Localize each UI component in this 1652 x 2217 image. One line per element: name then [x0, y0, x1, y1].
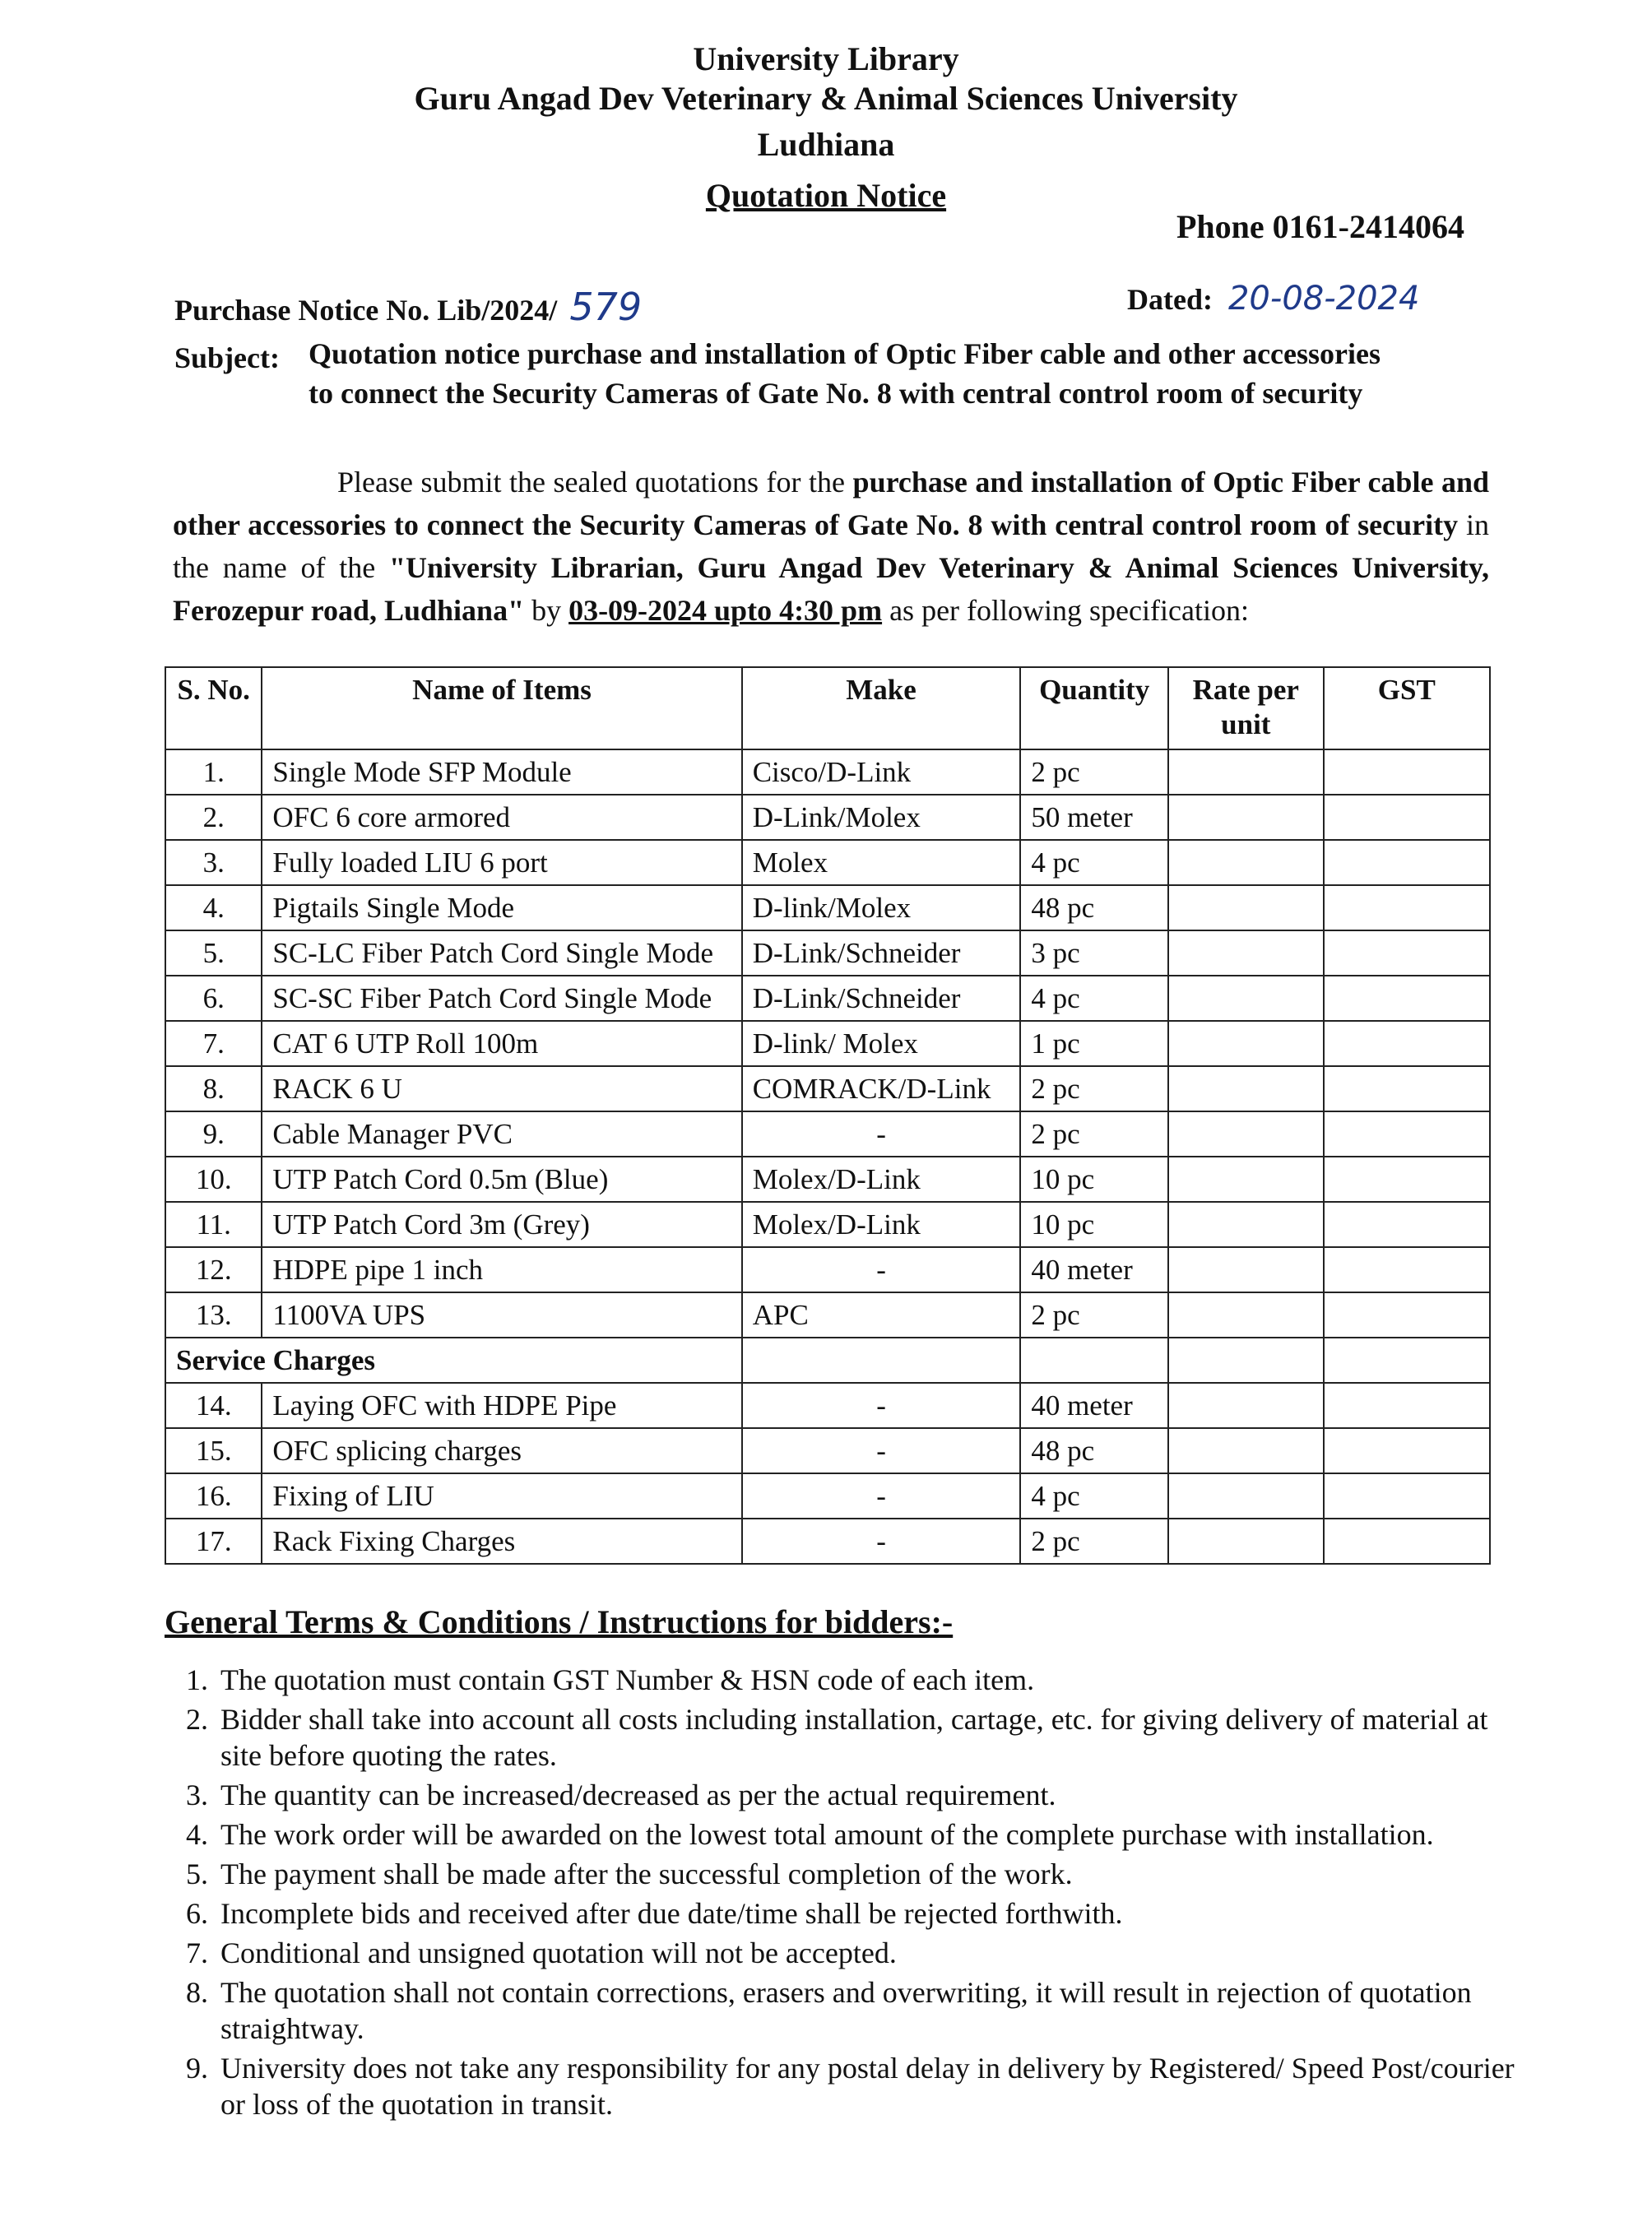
cell-rate: [1168, 795, 1324, 840]
cell-make: Molex/D-Link: [742, 1157, 1021, 1202]
phone-number: Phone 0161-2414064: [1176, 208, 1464, 245]
table-row: [165, 749, 1490, 795]
terms-item: 8. The quotation shall not contain corrections, erasers and overwriting, it will result in rejection of quotation straightway.: [216, 1974, 1532, 2047]
cell-rate: [1168, 1519, 1324, 1564]
cell-item-name: Fully loaded LIU 6 port: [262, 840, 741, 885]
terms-item: 2. Bidder shall take into account all costs including installation, cartage, etc. for giving delivery of material at site before quoting the rates.: [216, 1701, 1532, 1774]
dated-label: Dated:: [1127, 283, 1213, 316]
table-row: [165, 795, 1490, 840]
specification-table: [165, 666, 1491, 1565]
header-name: Name of Items: [262, 667, 741, 749]
body-text-1: Please submit the sealed quotations for the: [337, 466, 853, 499]
cell-sno: 3.: [165, 840, 262, 885]
header-make: Make: [742, 667, 1021, 749]
purchase-notice-label: Purchase Notice No. Lib/2024/: [174, 294, 558, 327]
cell-gst: [1324, 1111, 1490, 1157]
cell-quantity: 2 pc: [1020, 1066, 1168, 1111]
cell-sno: 9.: [165, 1111, 262, 1157]
terms-item: 6. Incomplete bids and received after due date/time shall be rejected forthwith.: [216, 1895, 1532, 1932]
cell-quantity: 48 pc: [1020, 1428, 1168, 1473]
table-row: [165, 976, 1490, 1021]
section-label: Service Charges: [165, 1338, 742, 1383]
cell-make: -: [742, 1519, 1021, 1564]
cell-make: COMRACK/D-Link: [742, 1066, 1021, 1111]
cell-item-name: HDPE pipe 1 inch: [262, 1247, 741, 1292]
cell-make: Cisco/D-Link: [742, 749, 1021, 795]
cell-sno: 15.: [165, 1428, 262, 1473]
cell-quantity: 48 pc: [1020, 885, 1168, 930]
table-row: [165, 840, 1490, 885]
cell-item-name: SC-SC Fiber Patch Cord Single Mode: [262, 976, 741, 1021]
cell-gst: [1324, 1292, 1490, 1338]
cell-sno: 8.: [165, 1066, 262, 1111]
cell-item-name: Laying OFC with HDPE Pipe: [262, 1383, 741, 1428]
cell-rate: [1168, 930, 1324, 976]
cell-sno: 11.: [165, 1202, 262, 1247]
cell-gst: [1324, 1473, 1490, 1519]
cell-make: D-Link/Schneider: [742, 976, 1021, 1021]
cell-gst: [1324, 1157, 1490, 1202]
table-row: [165, 1428, 1490, 1473]
section-empty-cell: [1168, 1338, 1324, 1383]
section-empty-cell: [1020, 1338, 1168, 1383]
body-text-5: by: [524, 594, 569, 627]
purchase-notice-number: [174, 285, 642, 329]
header-rate: Rate per unit: [1168, 667, 1324, 749]
table-row: [165, 1292, 1490, 1338]
notice-title: Quotation Notice: [705, 177, 947, 214]
cell-make: D-link/ Molex: [742, 1021, 1021, 1066]
cell-rate: [1168, 1157, 1324, 1202]
cell-rate: [1168, 1247, 1324, 1292]
section-row: [165, 1338, 1490, 1383]
table-row: [165, 1519, 1490, 1564]
cell-item-name: CAT 6 UTP Roll 100m: [262, 1021, 741, 1066]
dated-handwritten-value: 20-08-2024: [1227, 280, 1420, 318]
subject-label: Subject:: [174, 341, 280, 374]
cell-rate: [1168, 1021, 1324, 1066]
cell-item-name: Fixing of LIU: [262, 1473, 741, 1519]
body-text-7: as per following specification:: [882, 594, 1249, 627]
cell-gst: [1324, 885, 1490, 930]
section-empty-cell: [1324, 1338, 1490, 1383]
cell-quantity: 50 meter: [1020, 795, 1168, 840]
body-text-2: purchase and installation of Optic Fiber cable and other accessories to connect the Security Cameras of Gate No. 8 with central control room of security: [173, 466, 1489, 541]
cell-gst: [1324, 1383, 1490, 1428]
cell-item-name: OFC 6 core armored: [262, 795, 741, 840]
subject-text: [309, 334, 1493, 413]
cell-quantity: 2 pc: [1020, 1519, 1168, 1564]
table-header-row: [165, 667, 1490, 749]
cell-make: D-link/Molex: [742, 885, 1021, 930]
cell-item-name: SC-LC Fiber Patch Cord Single Mode: [262, 930, 741, 976]
cell-sno: 4.: [165, 885, 262, 930]
cell-item-name: Pigtails Single Mode: [262, 885, 741, 930]
cell-item-name: UTP Patch Cord 0.5m (Blue): [262, 1157, 741, 1202]
cell-sno: 2.: [165, 795, 262, 840]
cell-sno: 17.: [165, 1519, 262, 1564]
table-row: [165, 1021, 1490, 1066]
cell-item-name: 1100VA UPS: [262, 1292, 741, 1338]
table-row: [165, 1247, 1490, 1292]
cell-sno: 14.: [165, 1383, 262, 1428]
cell-quantity: 10 pc: [1020, 1157, 1168, 1202]
city-name: Ludhiana: [757, 126, 895, 163]
body-deadline: 03-09-2024 upto 4:30 pm: [568, 594, 883, 627]
table-row: [165, 1111, 1490, 1157]
cell-rate: [1168, 976, 1324, 1021]
header-quantity: Quantity: [1020, 667, 1168, 749]
cell-rate: [1168, 1111, 1324, 1157]
cell-make: -: [742, 1247, 1021, 1292]
table-row: [165, 885, 1490, 930]
cell-sno: 6.: [165, 976, 262, 1021]
cell-gst: [1324, 1202, 1490, 1247]
table-row: [165, 1066, 1490, 1111]
terms-list: [165, 1662, 1532, 2126]
cell-make: -: [742, 1473, 1021, 1519]
cell-make: D-Link/Schneider: [742, 930, 1021, 976]
library-title: University Library: [693, 40, 959, 77]
cell-gst: [1324, 1428, 1490, 1473]
cell-sno: 7.: [165, 1021, 262, 1066]
body-paragraph: [173, 461, 1489, 632]
cell-item-name: Cable Manager PVC: [262, 1111, 741, 1157]
cell-gst: [1324, 930, 1490, 976]
table-row: [165, 1473, 1490, 1519]
cell-item-name: Single Mode SFP Module: [262, 749, 741, 795]
cell-quantity: 2 pc: [1020, 1111, 1168, 1157]
table-row: [165, 1157, 1490, 1202]
terms-item: 9. University does not take any responsibility for any postal delay in delivery by Registered/ Speed Post/courier or loss of the quotation in transit.: [216, 2050, 1532, 2122]
cell-quantity: 4 pc: [1020, 840, 1168, 885]
cell-gst: [1324, 1066, 1490, 1111]
university-name: Guru Angad Dev Veterinary & Animal Sciences University: [414, 80, 1238, 117]
cell-make: -: [742, 1383, 1021, 1428]
cell-rate: [1168, 1292, 1324, 1338]
cell-sno: 16.: [165, 1473, 262, 1519]
cell-item-name: OFC splicing charges: [262, 1428, 741, 1473]
cell-quantity: 40 meter: [1020, 1247, 1168, 1292]
cell-item-name: UTP Patch Cord 3m (Grey): [262, 1202, 741, 1247]
subject-line-2: to connect the Security Cameras of Gate No. 8 with central control room of security: [309, 377, 1363, 410]
dated-field: [1127, 280, 1419, 318]
cell-sno: 10.: [165, 1157, 262, 1202]
cell-gst: [1324, 1247, 1490, 1292]
cell-sno: 1.: [165, 749, 262, 795]
terms-title: General Terms & Conditions / Instructions for bidders:-: [165, 1603, 954, 1640]
cell-rate: [1168, 1383, 1324, 1428]
cell-make: APC: [742, 1292, 1021, 1338]
cell-rate: [1168, 1202, 1324, 1247]
cell-quantity: 3 pc: [1020, 930, 1168, 976]
cell-item-name: RACK 6 U: [262, 1066, 741, 1111]
cell-quantity: 4 pc: [1020, 1473, 1168, 1519]
cell-rate: [1168, 749, 1324, 795]
cell-make: Molex: [742, 840, 1021, 885]
cell-make: -: [742, 1111, 1021, 1157]
table-row: [165, 1202, 1490, 1247]
cell-rate: [1168, 1066, 1324, 1111]
body-text-4: "University Librarian, Guru Angad Dev Veterinary & Animal Sciences University, Ferozepur road, Ludhiana": [173, 551, 1489, 627]
cell-gst: [1324, 795, 1490, 840]
header-gst: GST: [1324, 667, 1490, 749]
cell-quantity: 1 pc: [1020, 1021, 1168, 1066]
terms-item: 5. The payment shall be made after the successful completion of the work.: [216, 1856, 1532, 1892]
cell-rate: [1168, 840, 1324, 885]
cell-item-name: Rack Fixing Charges: [262, 1519, 741, 1564]
cell-quantity: 2 pc: [1020, 749, 1168, 795]
cell-gst: [1324, 840, 1490, 885]
cell-quantity: 2 pc: [1020, 1292, 1168, 1338]
terms-item: 7. Conditional and unsigned quotation will not be accepted.: [216, 1935, 1532, 1971]
subject-line-1: Quotation notice purchase and installation of Optic Fiber cable and other accessories: [309, 337, 1381, 370]
cell-sno: 13.: [165, 1292, 262, 1338]
cell-gst: [1324, 749, 1490, 795]
header-sno: S. No.: [165, 667, 262, 749]
table-row: [165, 930, 1490, 976]
cell-make: -: [742, 1428, 1021, 1473]
table-row: [165, 1383, 1490, 1428]
cell-gst: [1324, 1021, 1490, 1066]
terms-item: 4. The work order will be awarded on the lowest total amount of the complete purchase with installation.: [216, 1816, 1532, 1853]
cell-gst: [1324, 976, 1490, 1021]
cell-make: Molex/D-Link: [742, 1202, 1021, 1247]
terms-item: 1. The quotation must contain GST Number & HSN code of each item.: [216, 1662, 1532, 1698]
cell-rate: [1168, 885, 1324, 930]
cell-sno: 5.: [165, 930, 262, 976]
cell-gst: [1324, 1519, 1490, 1564]
cell-quantity: 10 pc: [1020, 1202, 1168, 1247]
table-body: [165, 749, 1490, 1564]
cell-sno: 12.: [165, 1247, 262, 1292]
cell-make: D-Link/Molex: [742, 795, 1021, 840]
cell-quantity: 40 meter: [1020, 1383, 1168, 1428]
cell-quantity: 4 pc: [1020, 976, 1168, 1021]
cell-rate: [1168, 1428, 1324, 1473]
body-text-3: in the name of the: [173, 508, 1489, 584]
cell-rate: [1168, 1473, 1324, 1519]
terms-item: 3. The quantity can be increased/decreased as per the actual requirement.: [216, 1777, 1532, 1813]
purchase-notice-handwritten-no: 579: [569, 285, 643, 329]
section-empty-cell: [742, 1338, 1021, 1383]
